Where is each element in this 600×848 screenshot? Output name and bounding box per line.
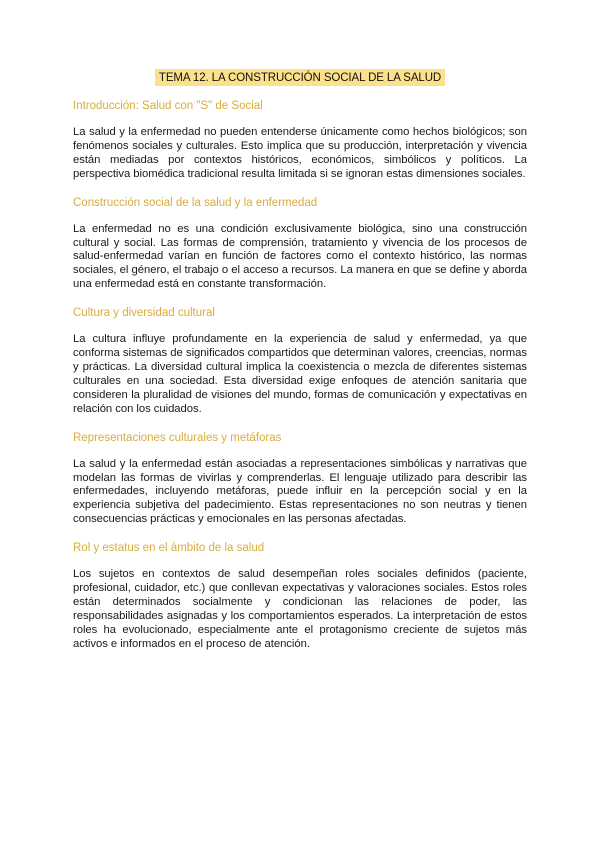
section-paragraph: La enfermedad no es una condición exclusivamente biológica, sino una construcción cultural y social. Las formas de comprensión, tratamiento y vivencia de los procesos de salud-enfermedad varían en función de factores como el contexto histórico, las normas sociales, el género, el trabajo o el acceso a recursos. La manera en que se define y aborda una enfermedad está en constante transformación. (73, 222, 527, 291)
section-heading: Construcción social de la salud y la enfermedad (73, 196, 318, 209)
document-title: TEMA 12. LA CONSTRUCCIÓN SOCIAL DE LA SALUD (155, 69, 445, 86)
section-heading: Rol y estatus en el ámbito de la salud (73, 542, 265, 555)
section-paragraph: La salud y la enfermedad están asociadas a representaciones simbólicas y narrativas que modelan las formas de vivirlas y comprenderlas. El lenguaje utilizado para describir las enfermedades, incluyendo metáforas, puede influir en la percepción social y en la experiencia subjetiva del padecimiento. Estas representaciones no son neutras y tienen consecuencias prácticas y emocionales en las personas afectadas. (73, 457, 527, 526)
section-paragraph: Los sujetos en contextos de salud desempeñan roles sociales definidos (paciente, profesional, cuidador, etc.) que conllevan expectativas y valoraciones sociales. Estos roles están determinados socialmente y condicionan las relaciones de poder, las responsabilidades asignadas y los comportamientos esperados. La interpretación de estos roles ha evolucionado, especialmente ante el protagonismo creciente de sujetos más activos e informados en el proceso de atención. (73, 568, 527, 650)
section-heading: Introducción: Salud con "S" de Social (73, 100, 263, 112)
document-page (73, 68, 527, 666)
section-heading: Cultura y diversidad cultural (73, 307, 215, 320)
section-paragraph: La cultura influye profundamente en la experiencia de salud y enfermedad, ya que conforma sistemas de significados compartidos que determinan valores, creencias, normas y prácticas. La diversidad cultural implica la coexistencia o mezcla de diferentes sistemas culturales en una sociedad. Esta diversidad exige enfoques de atención sanitaria que consideren la pluralidad de visiones del mundo, formas de comunicación y expectativas en relación con los cuidados. (73, 333, 527, 415)
section-paragraph: La salud y la enfermedad no pueden entenderse únicamente como hechos biológicos; son fenómenos sociales y culturales. Esto implica que su producción, interpretación y vivencia están mediadas por contextos históricos, económicos, simbólicos y políticos. La perspectiva biomédica tradicional resulta limitada si se ignoran estas dimensiones sociales. (73, 126, 527, 180)
section-representaciones (73, 431, 527, 528)
section-rol-estatus (73, 541, 527, 651)
section-heading: Representaciones culturales y metáforas (73, 431, 282, 444)
section-cultura (73, 306, 527, 416)
section-introduccion (73, 99, 527, 182)
title-wrap (73, 68, 527, 86)
section-construccion-social (73, 196, 527, 293)
